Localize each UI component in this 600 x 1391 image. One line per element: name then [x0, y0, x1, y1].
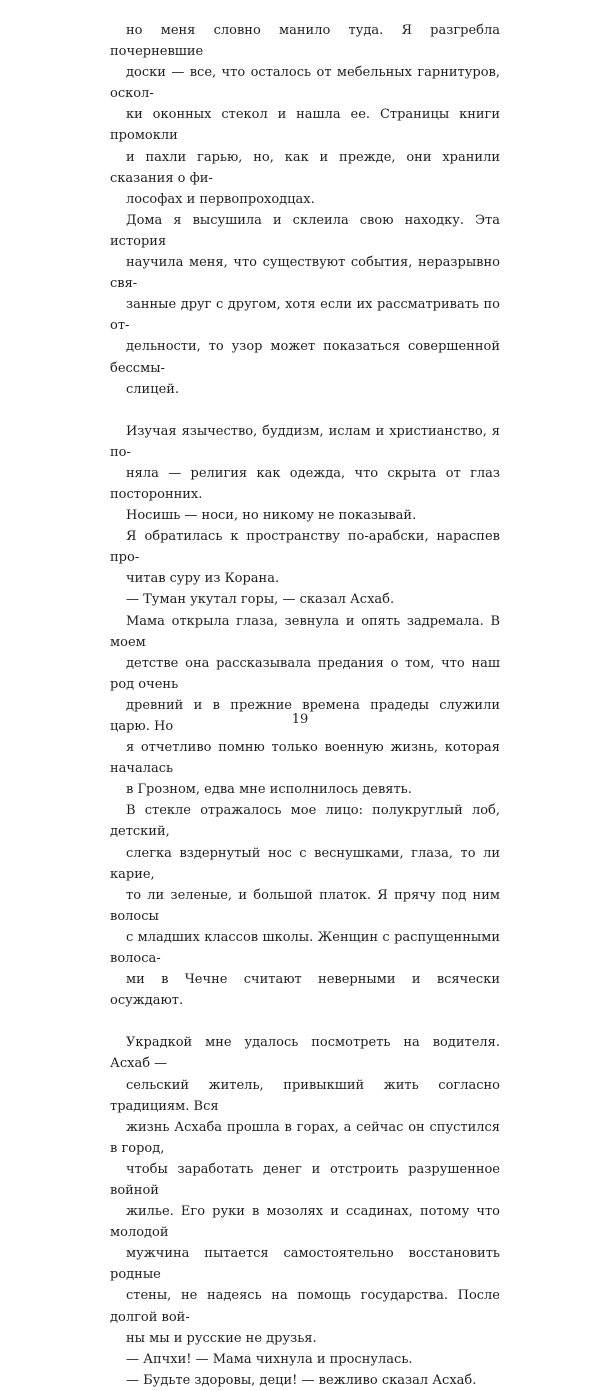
text-line: древний и в прежние времена прадеды служили царю. Но: [110, 697, 500, 734]
text-line: Носишь — носи, но никому не показывай.: [126, 508, 417, 524]
text-line: и пахли гарью, но, как и прежде, они хранили сказания о фи-: [110, 149, 500, 186]
text-line: Украдкой мне удалось посмотреть на водителя. Асхаб —: [110, 1035, 500, 1072]
text-line: я отчетливо помню только военную жизнь, которая началась: [110, 740, 500, 777]
text-line: занные друг с другом, хотя если их рассматривать по от-: [110, 297, 500, 334]
text-line: ки оконных стекол и нашла ее. Страницы книги промокли: [110, 107, 500, 144]
body-text: [110, 20, 500, 1391]
paragraph: [110, 20, 500, 210]
text-line: — Будьте здоровы, деци! — вежливо сказал Асхаб.: [126, 1372, 477, 1388]
paragraph: [110, 589, 500, 610]
text-line: Дома я высушила и склеила свою находку. Эта история: [110, 212, 500, 249]
text-line: слегка вздернутый нос с веснушками, глаза, то ли карие,: [110, 845, 500, 882]
text-line: в Грозном, едва мне исполнилось девять.: [126, 782, 412, 798]
text-line: лософах и первопроходцах.: [126, 191, 315, 207]
text-line: слицей.: [126, 381, 180, 397]
paragraph: [110, 421, 500, 526]
page-number: 19: [291, 712, 309, 727]
paragraph: [110, 526, 500, 589]
text-line: мужчина пытается самостоятельно восстановить родные: [110, 1246, 500, 1283]
text-line: ны мы и русские не друзья.: [126, 1330, 317, 1346]
text-line: то ли зеленые, и большой платок. Я прячу под ним волосы: [110, 887, 500, 924]
text-line: — Туман укутал горы, — сказал Асхаб.: [126, 592, 395, 608]
text-line: жизнь Асхаба прошла в горах, а сейчас он спустился в город,: [110, 1119, 500, 1156]
text-line: няла — религия как одежда, что скрыта от глаз посторонних.: [110, 465, 500, 502]
paragraph: [110, 1349, 500, 1370]
text-line: В стекле отражалось мое лицо: полукруглый лоб, детский,: [110, 803, 500, 840]
text-line: сельский житель, привыкший жить согласно традициям. Вся: [110, 1077, 500, 1114]
text-line: доски — все, что осталось от мебельных гарнитуров, оскол-: [110, 65, 500, 102]
text-line: чтобы заработать денег и отстроить разрушенное войной: [110, 1161, 500, 1198]
text-line: стены, не надеясь на помощь государства. После долгой вой-: [110, 1288, 500, 1325]
text-line: детстве она рассказывала предания о том, что наш род очень: [110, 655, 500, 692]
text-line: Мама открыла глаза, зевнула и опять задремала. В моем: [110, 613, 500, 650]
paragraph: [110, 210, 500, 400]
paragraph: [110, 1032, 500, 1348]
text-line: ми в Чечне считают неверными и всячески осуждают.: [110, 972, 500, 1009]
text-line: Я обратилась к пространству по-арабски, нараспев про-: [110, 529, 500, 566]
text-line: жилье. Его руки в мозолях и ссадинах, потому что молодой: [110, 1204, 500, 1241]
paragraph: [110, 1370, 500, 1391]
text-line: Изучая язычество, буддизм, ислам и христианство, я по-: [110, 423, 500, 460]
text-line: но меня словно манило туда. Я разгребла почерневшие: [110, 23, 500, 60]
text-line: с младших классов школы. Женщин с распущенными волоса-: [110, 929, 500, 967]
paragraph: [110, 611, 500, 801]
text-line: научила меня, что существуют события, неразрывно свя-: [110, 255, 500, 292]
paragraph: [110, 800, 500, 1011]
text-line: читав суру из Корана.: [126, 571, 280, 587]
text-line: дельности, то узор может показаться совершенной бессмы-: [110, 339, 500, 376]
text-line: — Апчхи! — Мама чихнула и проснулась.: [126, 1351, 413, 1367]
